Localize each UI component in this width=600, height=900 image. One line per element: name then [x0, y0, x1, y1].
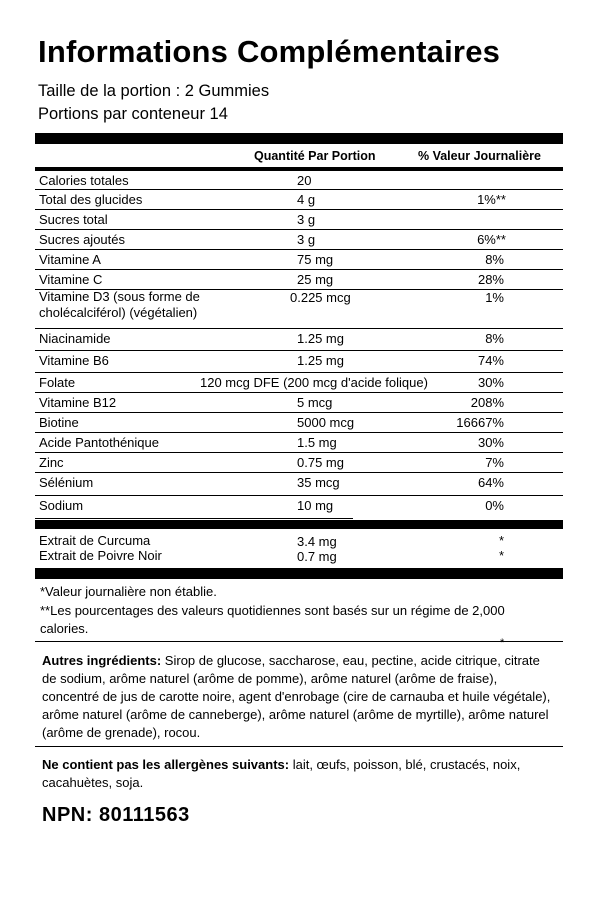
- nutrient-name: Vitamine D3 (sous forme de cholécalciférol) (végétalien): [39, 289, 200, 320]
- stray-asterisk: *: [500, 637, 505, 649]
- table-row: [35, 393, 563, 413]
- thick-divider-middle: [35, 520, 563, 529]
- nutrient-daily-value: 74%: [477, 353, 504, 368]
- nutrient-name: Sucres total: [39, 212, 108, 227]
- table-row: [35, 351, 563, 373]
- table-row: [35, 210, 563, 230]
- table-row: [35, 453, 563, 473]
- panel-title: Informations Complémentaires: [38, 34, 501, 69]
- extract-amount: 0.7 mg: [297, 549, 337, 564]
- nutrient-name: Biotine: [39, 415, 79, 430]
- nutrient-daily-value: 6%**: [477, 232, 506, 247]
- nutrient-daily-value: 1%**: [477, 192, 506, 207]
- table-row: [35, 373, 563, 393]
- nutrient-amount: 120 mcg DFE (200 mcg d'acide folique): [200, 375, 428, 390]
- nutrient-amount: 1.25 mg: [297, 353, 344, 368]
- table-row: [35, 433, 563, 453]
- table-row: [35, 190, 563, 210]
- npn-number: NPN: 80111563: [42, 804, 190, 826]
- nutrient-daily-value: 30%: [477, 435, 504, 450]
- extract-dv: *: [498, 548, 504, 563]
- nutrient-name: Vitamine C: [39, 272, 103, 287]
- nutrient-amount: 5000 mcg: [297, 415, 355, 430]
- serving-size: Taille de la portion : 2 Gummies: [38, 82, 270, 100]
- column-header-daily-value: % Valeur Journalière: [418, 149, 541, 163]
- other-ingredients: [42, 652, 556, 742]
- nutrient-name: Sucres ajoutés: [39, 232, 125, 247]
- table-row: [35, 496, 563, 520]
- nutrient-amount: 1.5 mg: [297, 435, 337, 450]
- nutrient-daily-value: 0%: [485, 498, 504, 513]
- nutrient-daily-value: 7%: [485, 455, 504, 470]
- nutrient-name: Vitamine B12: [39, 395, 117, 410]
- ingredients-label: Autres ingrédients:: [42, 653, 162, 668]
- nutrient-amount: 3 g: [297, 232, 316, 247]
- nutrient-amount: 25 mg: [297, 272, 334, 287]
- extract-name: Extrait de Poivre Noir: [39, 548, 162, 563]
- table-row: [35, 413, 563, 433]
- allergens-statement: [42, 756, 556, 792]
- extract-dv: *: [498, 533, 504, 548]
- nutrient-name: Zinc: [39, 455, 64, 470]
- nutrient-daily-value: 208%: [470, 395, 504, 410]
- footnote-not-established: *Valeur journalière non établie.: [40, 584, 217, 599]
- extract-amount: 3.4 mg: [297, 534, 337, 549]
- nutrient-amount: 35 mcg: [297, 475, 340, 490]
- table-row: [35, 250, 563, 270]
- table-row: [35, 473, 563, 496]
- nutrient-name: Total des glucides: [39, 192, 143, 207]
- nutrient-daily-value: 30%: [477, 375, 504, 390]
- allergens-label: Ne contient pas les allergènes suivants:: [42, 757, 290, 772]
- nutrient-name: Acide Pantothénique: [39, 435, 159, 450]
- column-header-amount: Quantité Par Portion: [254, 149, 376, 163]
- divider-line: [35, 641, 563, 642]
- allergens-text: lait, œufs, poisson, blé, crustacés, noix, cacahuètes, soja.: [42, 757, 521, 790]
- nutrient-amount: 0.75 mg: [297, 455, 344, 470]
- table-row: [35, 290, 563, 329]
- nutrient-amount: 10 mg: [297, 498, 334, 513]
- footnote-daily-values: **Les pourcentages des valeurs quotidiennes sont basés sur un régime de 2,000 calories.: [40, 603, 505, 636]
- nutrient-daily-value: 64%: [477, 475, 504, 490]
- nutrient-daily-value: 16667%: [456, 415, 504, 430]
- nutrient-name: Vitamine B6: [39, 353, 109, 368]
- nutrient-amount: 5 mcg: [297, 395, 333, 410]
- nutrient-name: Folate: [39, 375, 76, 390]
- nutrient-name: Sélénium: [39, 475, 94, 490]
- nutrient-amount: 20: [297, 173, 312, 188]
- thick-divider-top: [35, 133, 563, 144]
- extract-name: Extrait de Curcuma: [39, 533, 151, 548]
- nutrient-amount: 1.25 mg: [297, 331, 344, 346]
- nutrient-amount: 75 mg: [297, 252, 334, 267]
- table-row: [35, 171, 563, 190]
- thick-divider-bottom: [35, 568, 563, 579]
- table-row: [35, 329, 563, 351]
- nutrient-name: Vitamine A: [39, 252, 101, 267]
- table-row: [35, 270, 563, 290]
- row-divider: [35, 518, 353, 519]
- ingredients-text: Sirop de glucose, saccharose, eau, pectine, acide citrique, citrate de sodium, arôme naturel (arôme de pomme), arôme naturel (arôme de fraise), concentré de jus de carotte noire, agent d'enrobage (cire de carnauba et huile végétale), arôme naturel (arôme de canneberge), arôme naturel (arôme de myrtille), arôme naturel (arôme de grenade), rocou.: [42, 653, 551, 740]
- table-row-extract: [35, 533, 563, 549]
- nutrient-amount: 3 g: [297, 212, 316, 227]
- nutrient-daily-value: 8%: [485, 252, 504, 267]
- table-row: [35, 230, 563, 250]
- nutrient-amount: 0.225 mcg: [290, 290, 351, 305]
- nutrient-name: Niacinamide: [39, 331, 111, 346]
- nutrient-daily-value: 1%: [485, 290, 504, 305]
- nutrient-daily-value: 8%: [485, 331, 504, 346]
- servings-per-container: Portions par conteneur 14: [38, 105, 228, 123]
- nutrient-name: Sodium: [39, 498, 84, 513]
- nutrient-daily-value: 28%: [477, 272, 504, 287]
- nutrient-name: Calories totales: [39, 173, 129, 188]
- divider-line: [35, 746, 563, 747]
- nutrient-amount: 4 g: [297, 192, 316, 207]
- table-row-extract: [35, 548, 563, 564]
